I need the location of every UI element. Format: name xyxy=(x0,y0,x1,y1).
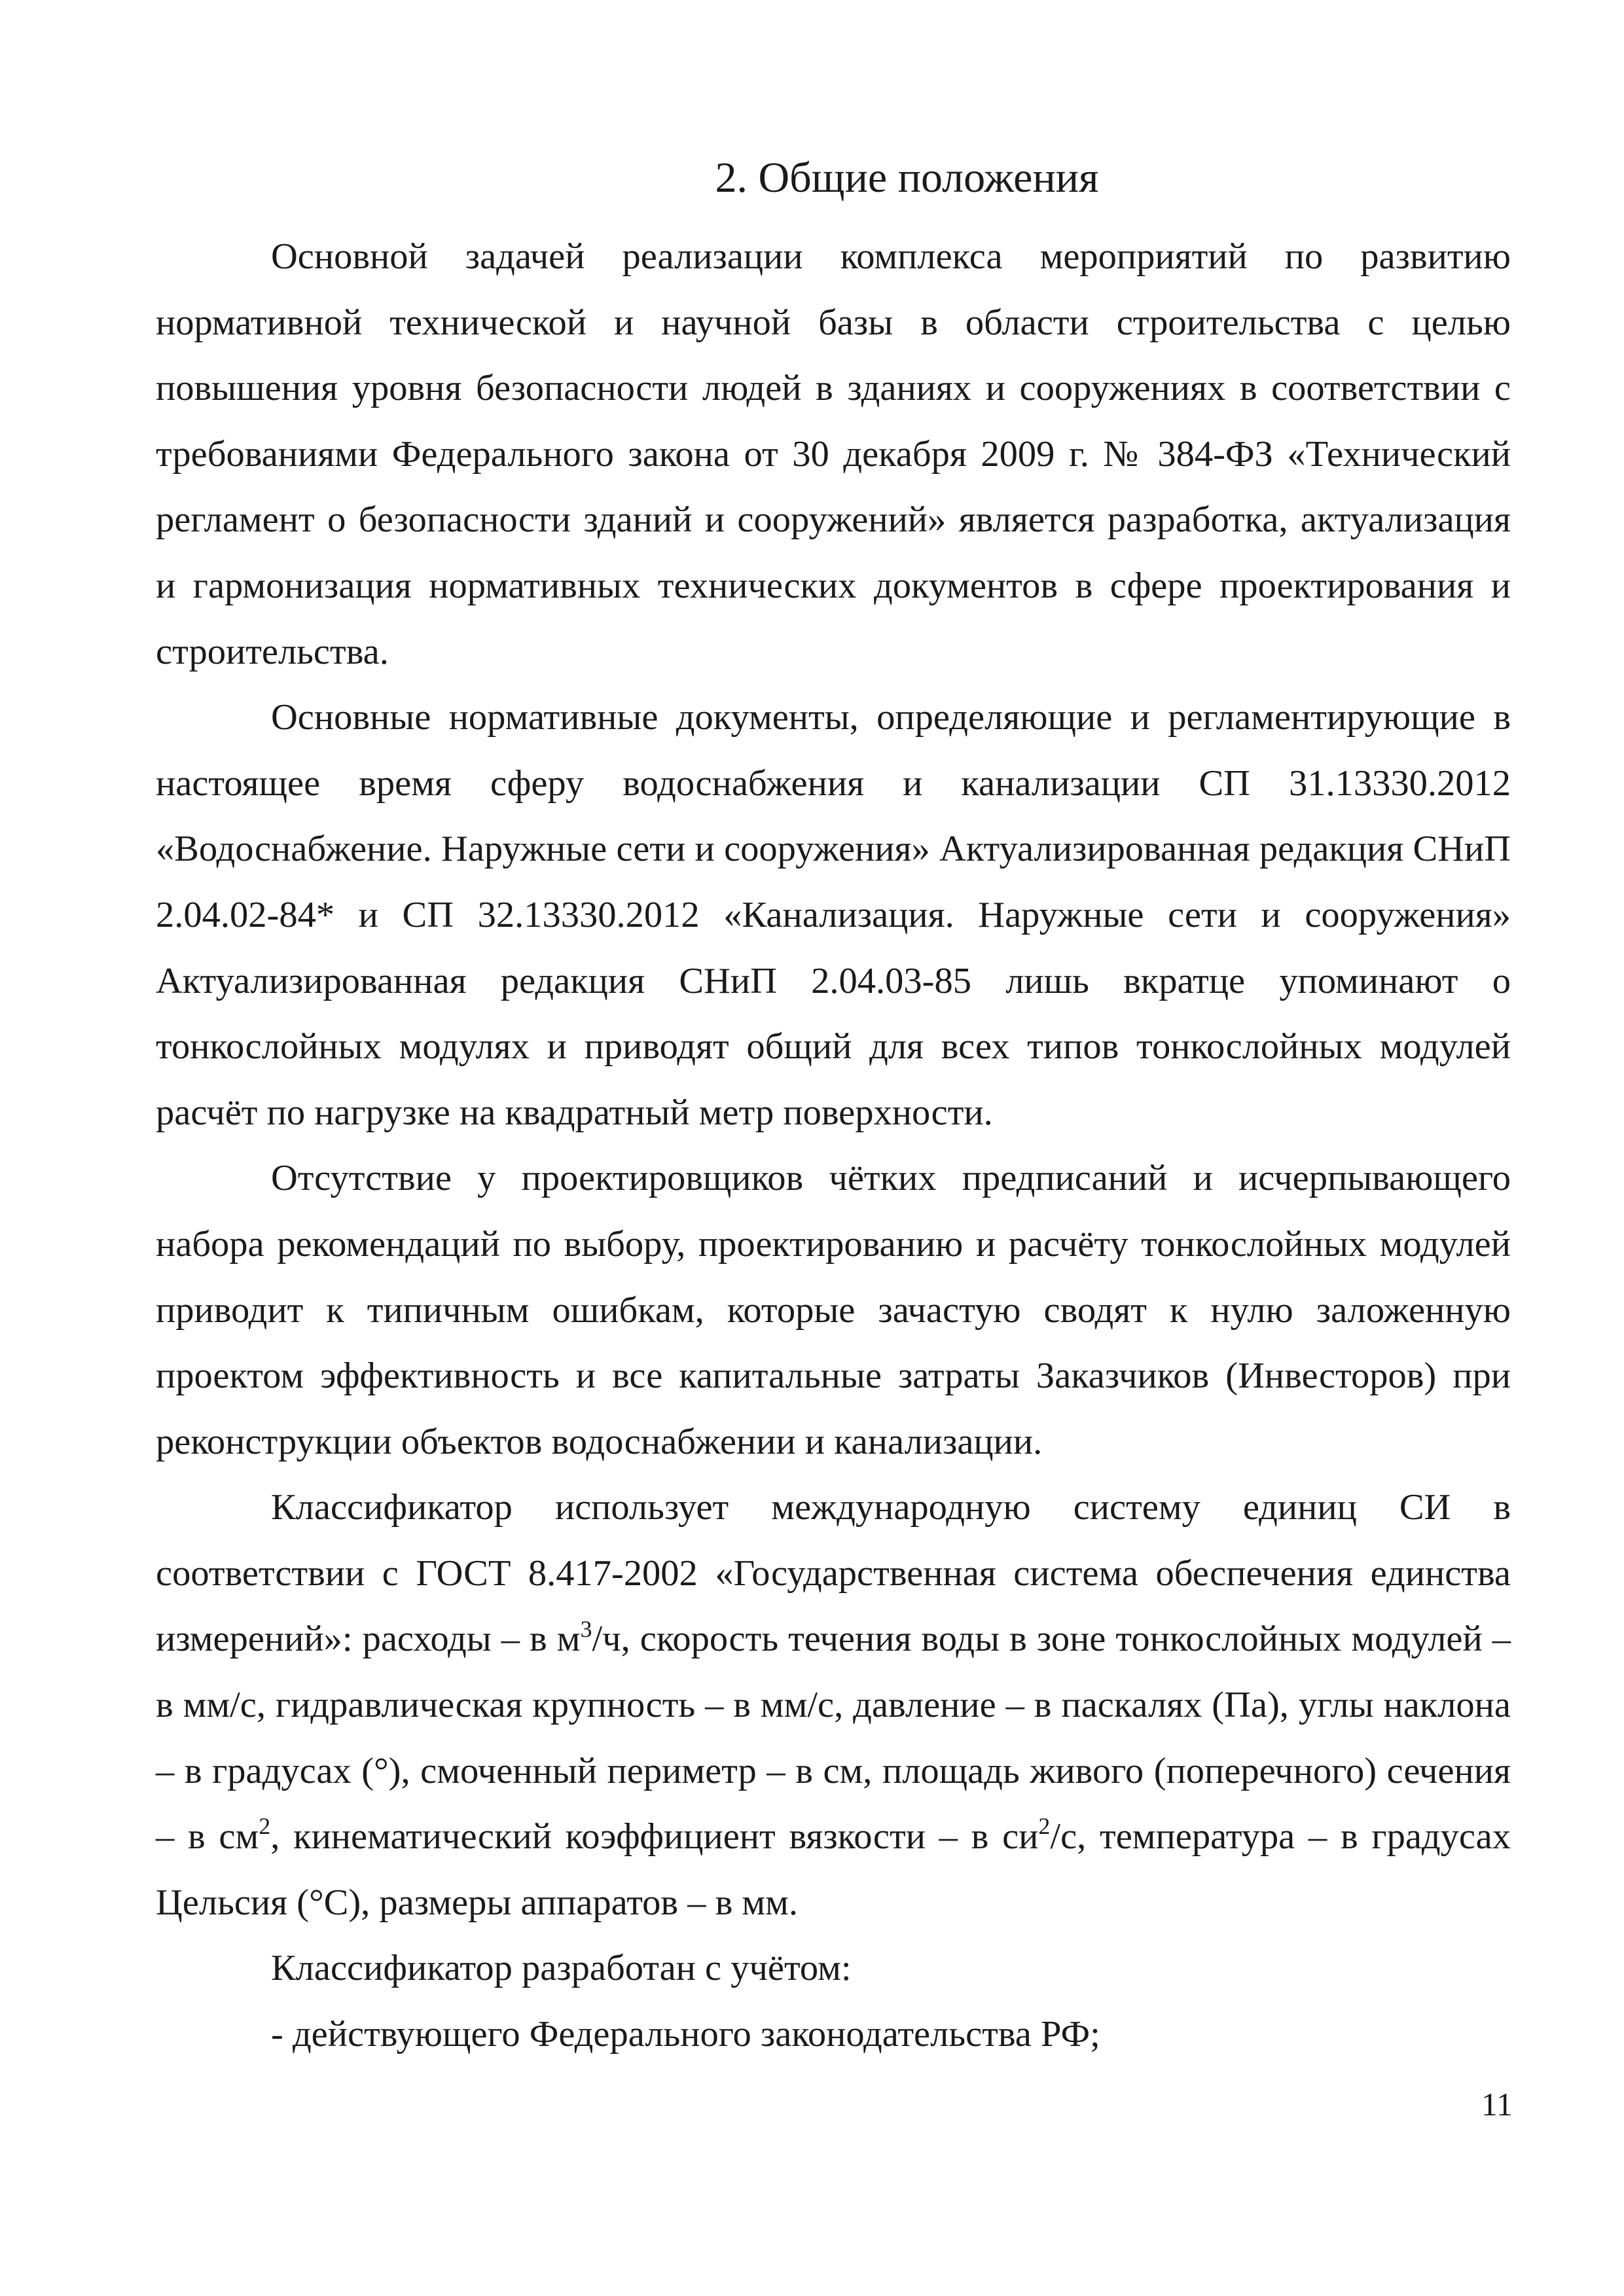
paragraph-developed-with: Классификатор разработан с учётом: xyxy=(271,1948,852,1989)
page-number: 11 xyxy=(1481,2086,1513,2123)
list-item-federal-law: - действующего Федерального законодательства РФ; xyxy=(271,2014,1100,2055)
superscript-cubic: 3 xyxy=(580,1615,592,1642)
paragraph-si-units xyxy=(156,1475,1511,1935)
paragraph-designers-errors: Отсутствие у проектировщиков чётких предписаний и исчерпывающего набора рекомендаций по выбору, проектированию и расчёту тонкослойных модулей приводит к типичным ошибкам, которые зачастую сводят к нулю заложенную проектом эффективность и все капитальные затраты Заказчиков (Инвесторов) при реконструкции объектов водоснабжении и канализации. xyxy=(156,1158,1511,1462)
section-heading: 2. Общие положения xyxy=(715,154,1099,202)
si-units-text-1: Классификатор использует международную систему единиц СИ в соответствии с ГОСТ 8.417-2002 «Государственная система обеспечения единства измерений»: расходы – в м xyxy=(156,1487,1511,1660)
paragraph-normative-documents: Основные нормативные документы, определяющие и регламентирующие в настоящее время сферу водоснабжения и канализации СП 31.13330.2012 «Водоснабжение. Наружные сети и сооружения» Актуализированная редакция СНиП 2.04.02-84* и СП 32.13330.2012 «Канализация. Наружные сети и сооружения» Актуализированная редакция СНиП 2.04.03-85 лишь вкратце упоминают о тонкослойных модулях и приводят общий для всех типов тонкослойных модулей расчёт по нагрузке на квадратный метр поверхности. xyxy=(156,697,1511,1133)
superscript-square-cm: 2 xyxy=(259,1813,271,1840)
paragraph-objectives: Основной задачей реализации комплекса мероприятий по развитию нормативной технической и научной базы в области строительства с целью повышения уровня безопасности людей в зданиях и сооружениях в соответствии с требованиями Федерального закона от 30 декабря 2009 г. № 384-ФЗ «Технический регламент о безопасности зданий и сооружений» является разработка, актуализация и гармонизация нормативных технических документов в сфере проектирования и строительства. xyxy=(156,236,1511,672)
si-units-text-4: /с, температура – в градусах Цельсия (°С), размеры аппаратов – в мм. xyxy=(156,1816,1511,1923)
si-units-text-2: /ч, скорость течения воды в зоне тонкослойных модулей – в мм/с, гидравлическая крупность – в мм/с, давление – в паскалях (Па), углы наклона – в градусах (°), смоченный периметр – в см, площадь живого (поперечного) сечения – в см xyxy=(156,1619,1511,1857)
superscript-square-viscosity: 2 xyxy=(1038,1813,1051,1840)
body-text xyxy=(156,224,1511,2068)
si-units-text-3: , кинематический коэффициент вязкости – в си xyxy=(270,1816,1039,1857)
